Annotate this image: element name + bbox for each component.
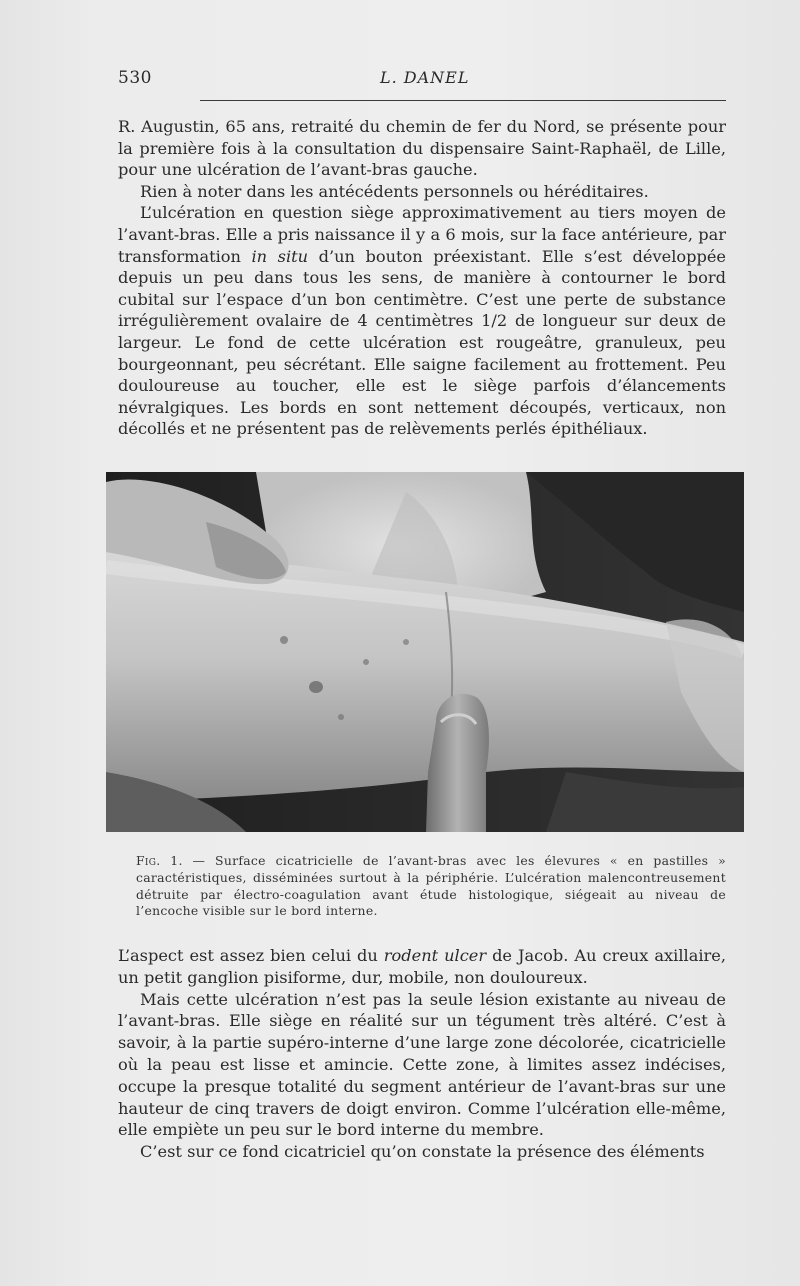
paragraph: R. Augustin, 65 ans, retraité du chemin de fer du Nord, se présente pour la première fois à la consultation du dispensaire Saint-Raphaël, de Lille, pour une ulcération de l’avant-bras gauche. [118, 117, 726, 180]
paragraph: C’est sur ce fond cicatriciel qu’on constate la présence des éléments [140, 1142, 705, 1162]
italic-term: in situ [251, 246, 309, 266]
text-run: d’un bouton préexistant. Elle s’est développée depuis un peu dans tous les sens, de manière à contourner le bord cubital sur l’espace d’un bon centimètre. C’est une perte de substance irrégulièrement ovalaire de 4 centimètres 1/2 de longueur sur deux de largeur. Le fond de cette ulcération est rougeâtre, granuleux, peu bourgeonnant, peu sécrétant. Elle saigne facilement au frottement. Peu douloureuse au toucher, elle est le siège parfois d’élancements névralgiques. Les bords en sont nettement découpés, verticaux, non décollés et ne présentent pas de relèvements perlés épithéliaux. [118, 246, 726, 439]
header-rule [200, 100, 726, 101]
forearm-photo-image [106, 472, 744, 832]
page-number: 530 [118, 68, 152, 88]
text-run: de Jacob. Au creux axillaire, un petit ganglion pisiforme, dur, mobile, non douloureux. [118, 946, 726, 987]
figure-label: Fig. 1. [136, 853, 183, 868]
page-header [118, 68, 726, 90]
caption-text: — Surface cicatricielle de l’avant-bras avec les élevures « en pastilles » caractéristiques, disséminées surtout à la périphérie. L’ulcération malencontreusement détruite par électro-coagulation avant étude histologique, siégeait au niveau de l’encoche visible sur le bord interne. [136, 853, 726, 919]
body-text-top [118, 116, 726, 440]
clinical-photograph [106, 472, 744, 832]
text-run: L’aspect est assez bien celui du [118, 946, 384, 965]
paragraph: Mais cette ulcération n’est pas la seule lésion existante au niveau de l’avant-bras. Elle siège en réalité sur un tégument très altéré. C’est à savoir, à la partie supéro-interne d’une large zone décolorée, cicatricielle où la peau est lisse et amincie. Cette zone, à limites assez indécises, occupe la presque totalité du segment antérieur de l’avant-bras sur une hauteur de cinq travers de doigt environ. Comme l’ulcération elle-même, elle empiète un peu sur le bord interne du membre. [118, 989, 726, 1140]
figure-caption [136, 853, 726, 920]
italic-term: rodent ulcer [383, 946, 487, 965]
body-text-bottom [118, 945, 726, 1163]
paragraph: Rien à noter dans les antécédents personnels ou héréditaires. [140, 181, 649, 201]
text-run: L’ulcération en question siège approximativement au tiers moyen de l’avant-bras. Elle a pris naissance il y a 6 mois, sur la face antérieure, par transformation [118, 203, 726, 266]
paragraph [118, 202, 726, 440]
paragraph [118, 945, 726, 989]
running-head: L. DANEL [380, 68, 470, 87]
